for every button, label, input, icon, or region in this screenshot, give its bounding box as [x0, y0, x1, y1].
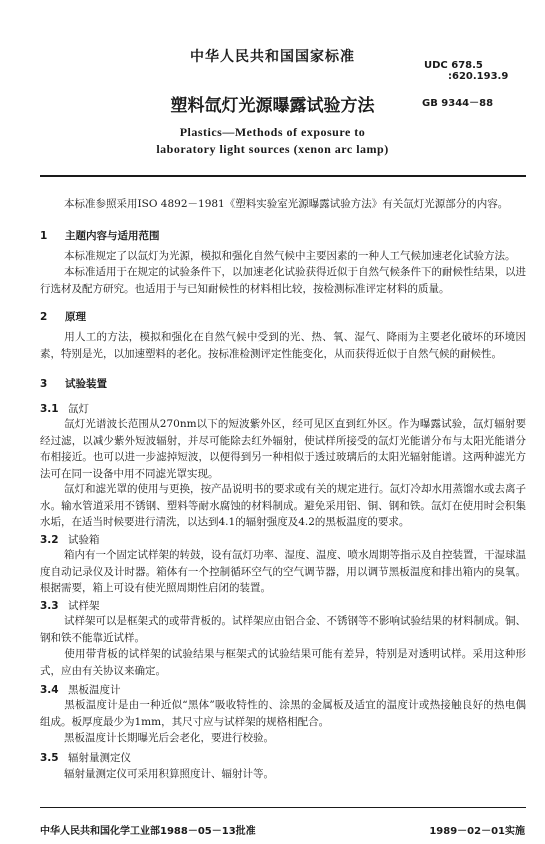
section-heading-3: 3 试验装置 — [40, 378, 107, 390]
subsection-3-1-paragraph-2: 氙灯和滤光罩的使用与更换，按产品说明书的要求或有关的规定进行。氙灯冷却水用蒸馏水或去离子水。输水管道采用不锈钢、塑料等耐水腐蚀的材料制成。避免采用铝、铜、钢和铁。氙灯在使用时会积集水垢，在适当时候要进行清洗，以达到4.1的辐射强度及4.2的黑板温度的要求。 — [40, 483, 526, 528]
subsection-3-2-paragraph-1: 箱内有一个固定试样架的转鼓，设有氙灯功率、湿度、温度、喷水周期等指示及自控装置，干湿球温度自动记录仪及计时器。箱体有一个控制循环空气的空气调节器，用以调节黑板温度和排出箱内的臭氧。根据需要，箱上可设有使光照周期性启闭的装置。 — [40, 549, 526, 594]
section-heading-1: 1 主题内容与适用范围 — [40, 230, 160, 242]
udc-code — [424, 60, 508, 82]
udc-line1: UDC 678.5 — [424, 60, 483, 71]
subsection-heading-3-3: 3.3 试样架 — [40, 600, 100, 612]
section-heading-2: 2 原理 — [40, 311, 86, 323]
approval-line: 中华人民共和国化学工业部1988－05－13批准 — [40, 826, 256, 837]
subsection-heading-3-5: 3.5 辐射量测定仪 — [40, 752, 131, 764]
header-divider — [40, 175, 526, 177]
standard-org: 中华人民共和国国家标准 — [190, 49, 355, 65]
subsection-3-4-paragraph-2: 黑板温度计长期曝光后会老化，要进行校验。 — [64, 732, 274, 744]
udc-line2: :620.193.9 — [448, 71, 509, 82]
english-title-line1: Plastics—Methods of exposure to — [179, 125, 366, 139]
section-1-paragraph-2: 本标准适用于在规定的试验条件下，以加速老化试验获得近似于自然气候条件下的耐候性结果，以进行选材及配方研究。也适用于与已知耐候性的材料相比较，按检测标准评定材料的质量。 — [40, 266, 526, 295]
section-2-paragraph-1: 用人工的方法，模拟和强化在自然气候中受到的光、热、氧、湿气、降雨为主要老化破坏的环境因素，特别是光，以加速塑料的老化。按标准检测评定性能变化，从而获得近似于自然气候的耐候性。 — [40, 331, 526, 360]
section-1-paragraph-1: 本标准规定了以氙灯为光源，模拟和强化自然气候中主要因素的一种人工气候加速老化试验方法。 — [64, 250, 516, 262]
subsection-heading-3-2: 3.2 试验箱 — [40, 534, 100, 546]
intro-paragraph: 本标准参照采用ISO 4892－1981《塑料实验室光源曝露试验方法》有关氙灯光源部分的内容。 — [64, 198, 509, 210]
subsection-3-3-paragraph-2: 使用带背板的试样架的试验结果与框架式的试验结果可能有差异，特别是对透明试样。采用这种形式，应由有关协议来确定。 — [40, 648, 526, 677]
subsection-heading-3-4: 3.4 黑板温度计 — [40, 684, 121, 696]
effective-date: 1989－02－01实施 — [429, 826, 525, 837]
subsection-3-5-paragraph-1: 辐射量测定仪可采用积算照度计、辐射计等。 — [64, 768, 274, 780]
gb-number: GB 9344－88 — [422, 98, 494, 109]
subsection-3-1-paragraph-1: 氙灯光谱波长范围从270nm以下的短波紫外区，经可见区直到红外区。作为曝露试验，氙灯辐射要经过滤，以减少紫外短波辐射，并尽可能除去红外辐射，使试样所接受的氙灯光能谱分布与太阳光能谱分布相接近。也可以进一步滤掉短波，以便得到另一种相似于透过玻璃后的太阳光辐射能谱。这两种滤光方法可在同一设备中用不同滤光罩实现。 — [40, 418, 526, 480]
subsection-3-4-paragraph-1: 黑板温度计是由一种近似“黑体”吸收特性的、涂黑的金属板及适宜的温度计或热接触良好的热电偶组成。板厚度最少为1mm，其尺寸应与试样架的规格相配合。 — [40, 699, 526, 728]
footer-divider — [40, 807, 526, 808]
english-title-line2: laboratory light sources (xenon arc lamp) — [156, 142, 389, 156]
subsection-3-3-paragraph-1: 试样架可以是框架式的或带背板的。试样架应由铝合金、不锈钢等不影响试验结果的材料制成。铜、钢和铁不能靠近试样。 — [40, 615, 526, 644]
subsection-heading-3-1: 3.1 氙灯 — [40, 403, 89, 415]
document-title: 塑料氙灯光源曝露试验方法 — [170, 96, 375, 116]
